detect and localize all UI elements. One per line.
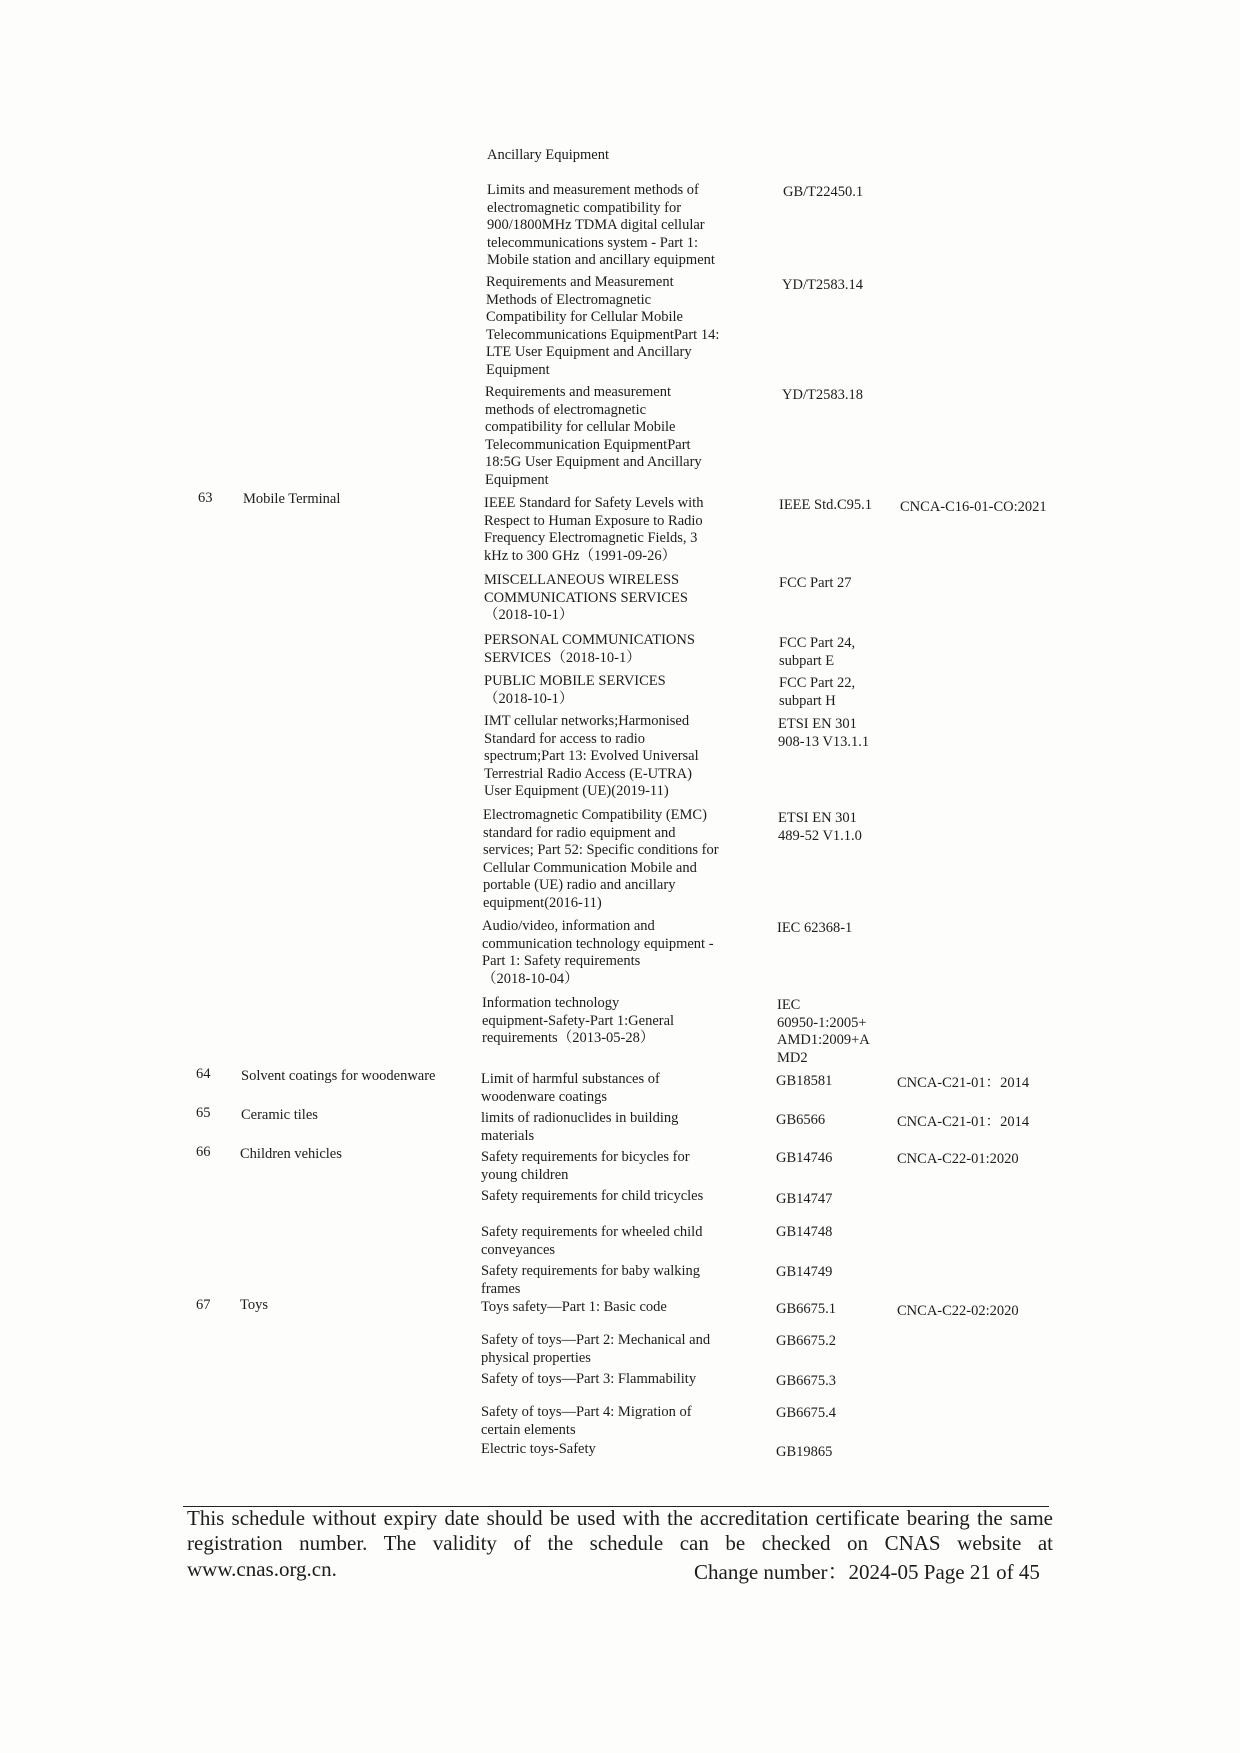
footer-note: This schedule without expiry date should be used with the accreditation certificate bearing the same registration number. The validity of the schedule can be checked on CNAS website at <box>187 1506 1053 1555</box>
certification-rule: CNCA-C16-01-CO:2021 <box>900 499 1047 515</box>
standard-number: FCC Part 24, subpart E <box>779 635 856 669</box>
item-number: 63 <box>198 490 213 506</box>
standard-title: Safety of toys—Part 3: Flammability <box>481 1371 697 1387</box>
standard-title: limits of radionuclides in building materials <box>481 1110 679 1144</box>
standard-number: GB6566 <box>776 1112 826 1128</box>
standard-title: Electric toys-Safety <box>481 1441 596 1457</box>
standard-number: ETSI EN 301 908-13 V13.1.1 <box>778 716 870 750</box>
standard-title: Safety requirements for wheeled child conveyances <box>481 1224 703 1258</box>
standard-title: IMT cellular networks;Harmonised Standard for access to radio spectrum;Part 13: Evolved Universal Terrestrial Radio Access (E-UTRA) User Equipment (UE)(2019-11) <box>484 713 699 799</box>
standard-number: FCC Part 22, subpart H <box>779 675 856 709</box>
standard-title: Audio/video, information and communication technology equipment - Part 1: Safety requirements （2018-10-04） <box>482 918 714 987</box>
website-link[interactable]: www.cnas.org.cn. <box>187 1557 337 1581</box>
certification-rule: CNCA-C21-01：2014 <box>897 1114 1030 1130</box>
standard-title: Toys safety—Part 1: Basic code <box>481 1299 667 1315</box>
product-name: Children vehicles <box>240 1146 342 1162</box>
standard-number: GB/T22450.1 <box>783 184 864 200</box>
standard-title: Ancillary Equipment <box>487 147 610 163</box>
standard-title: Safety requirements for child tricycles <box>481 1188 704 1204</box>
product-name: Ceramic tiles <box>241 1107 318 1123</box>
standard-number: GB14746 <box>776 1150 833 1166</box>
standard-number: IEC 60950-1:2005+ AMD1:2009+A MD2 <box>777 997 870 1066</box>
change-number: Change number：2024-05 Page 21 of 45 <box>694 1560 1040 1584</box>
standard-number: GB18581 <box>776 1073 833 1089</box>
standard-title: Safety requirements for bicycles for young children <box>481 1149 690 1183</box>
certification-rule: CNCA-C21-01：2014 <box>897 1075 1030 1091</box>
standard-number: GB6675.2 <box>776 1333 837 1349</box>
product-name: Mobile Terminal <box>243 491 341 507</box>
standard-number: GB6675.1 <box>776 1301 837 1317</box>
certification-rule: CNCA-C22-02:2020 <box>897 1303 1019 1319</box>
standard-number: GB6675.3 <box>776 1373 837 1389</box>
standard-title: Requirements and measurement methods of electromagnetic compatibility for cellular Mobile Telecommunication EquipmentPart 18:5G User Equipment and Ancillary Equipment <box>485 384 702 488</box>
standard-number: FCC Part 27 <box>779 575 852 591</box>
item-number: 67 <box>196 1297 211 1313</box>
product-name: Toys <box>240 1297 268 1313</box>
standard-number: YD/T2583.14 <box>782 277 863 293</box>
standard-title: PUBLIC MOBILE SERVICES （2018-10-1） <box>484 673 666 707</box>
standard-title: Electromagnetic Compatibility (EMC) standard for radio equipment and services; Part 52: Specific conditions for Cellular Communication Mobile and portable (UE) radio and ancillary equipment(2016-11) <box>483 807 719 911</box>
standard-number: GB14749 <box>776 1264 833 1280</box>
standard-title: MISCELLANEOUS WIRELESS COMMUNICATIONS SERVICES （2018-10-1） <box>484 572 688 623</box>
item-number: 64 <box>196 1066 211 1082</box>
standard-title: Limits and measurement methods of electromagnetic compatibility for 900/1800MHz TDMA digital cellular telecommunications system - Part 1: Mobile station and ancillary equipment <box>487 182 715 268</box>
standard-number: IEC 62368-1 <box>777 920 853 936</box>
standard-number: IEEE Std.C95.1 <box>779 497 873 513</box>
item-number: 65 <box>196 1105 211 1121</box>
standard-title: IEEE Standard for Safety Levels with Respect to Human Exposure to Radio Frequency Electromagnetic Fields, 3 kHz to 300 GHz（1991-09-26） <box>484 495 704 564</box>
standard-title: PERSONAL COMMUNICATIONS SERVICES（2018-10-1） <box>484 632 695 666</box>
product-name: Solvent coatings for woodenware <box>241 1068 436 1084</box>
standard-number: ETSI EN 301 489-52 V1.1.0 <box>778 810 862 844</box>
standard-number: GB19865 <box>776 1444 833 1460</box>
standard-title: Requirements and Measurement Methods of Electromagnetic Compatibility for Cellular Mobile Telecommunications EquipmentPart 14: LTE User Equipment and Ancillary Equipment <box>486 274 720 378</box>
certification-rule: CNCA-C22-01:2020 <box>897 1151 1019 1167</box>
item-number: 66 <box>196 1144 211 1160</box>
standard-title: Safety of toys—Part 4: Migration of certain elements <box>481 1404 692 1438</box>
standard-title: Information technology equipment-Safety-Part 1:General requirements（2013-05-28） <box>482 995 675 1046</box>
standard-title: Limit of harmful substances of woodenware coatings <box>481 1071 660 1105</box>
standard-number: YD/T2583.18 <box>782 387 863 403</box>
standard-title: Safety of toys—Part 2: Mechanical and physical properties <box>481 1332 711 1366</box>
standard-number: GB14748 <box>776 1224 833 1240</box>
standard-title: Safety requirements for baby walking frames <box>481 1263 701 1297</box>
standard-number: GB14747 <box>776 1191 833 1207</box>
standard-number: GB6675.4 <box>776 1405 837 1421</box>
